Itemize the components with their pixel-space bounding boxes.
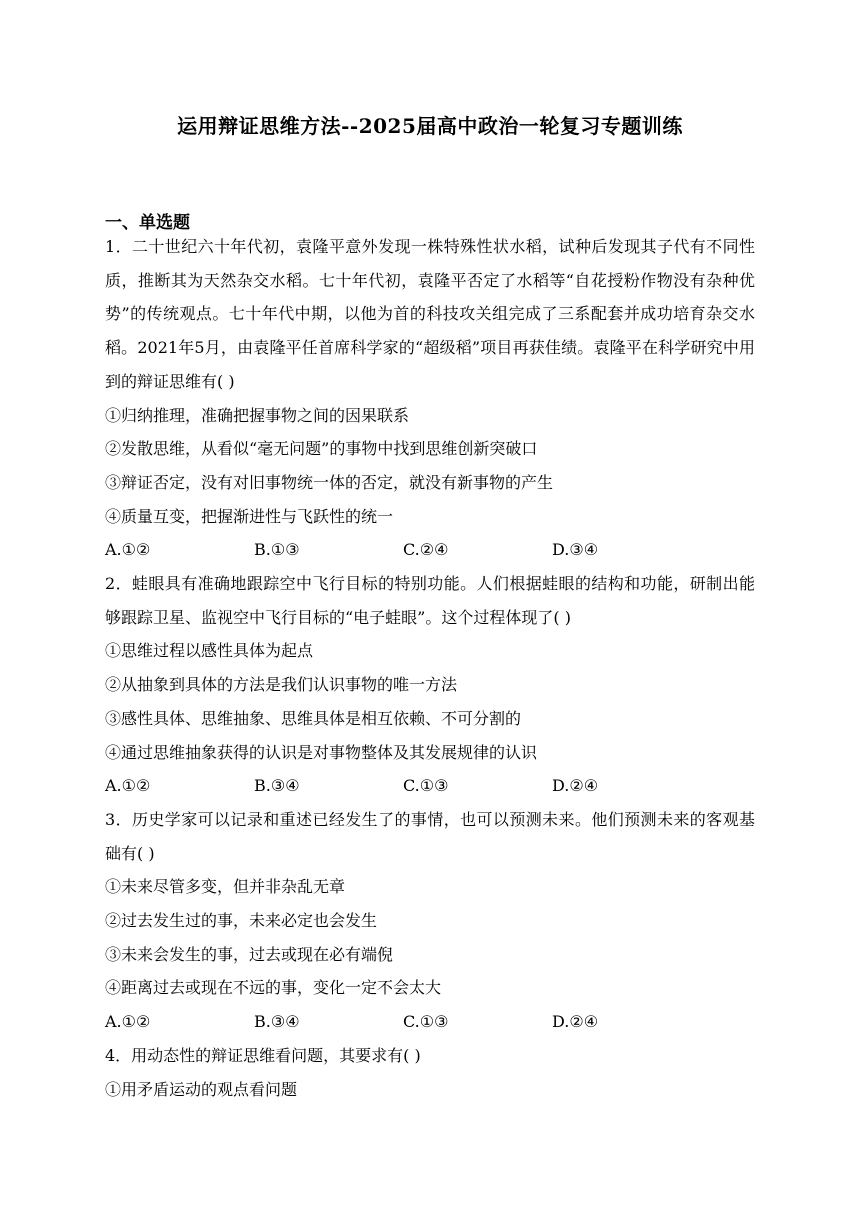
choice-d: D.③④ (552, 540, 599, 560)
answer-choices (105, 533, 755, 567)
statement-option: ①用矛盾运动的观点看问题 (105, 1079, 298, 1099)
statement-option: ③辩证否定，没有对旧事物统一体的否定，就没有新事物的产生 (105, 472, 554, 492)
statement-option: ④通过思维抽象获得的认识是对事物整体及其发展规律的认识 (105, 742, 538, 762)
statement-option: ②过去发生过的事，未来必定也会发生 (105, 911, 378, 931)
choice-d: D.②④ (552, 776, 599, 796)
choice-b: B.①③ (254, 540, 300, 560)
choice-a: A.①② (105, 776, 151, 796)
statement-option: ③感性具体、思维抽象、思维具体是相互依赖、不可分割的 (105, 708, 522, 728)
choice-c: C.①③ (403, 1012, 449, 1032)
statement-option: ②发散思维，从看似“毫无问题”的事物中找到思维创新突破口 (105, 439, 538, 459)
statement-option: ④距离过去或现在不远的事，变化一定不会太大 (105, 978, 442, 998)
choice-d: D.②④ (552, 1012, 599, 1032)
statement-option: ①未来尽管多变，但并非杂乱无章 (105, 877, 346, 897)
choice-a: A.①② (105, 540, 151, 560)
question-1 (105, 230, 755, 567)
statement-option: ②从抽象到具体的方法是我们认识事物的唯一方法 (105, 675, 458, 695)
choice-b: B.③④ (254, 1012, 300, 1032)
choice-b: B.③④ (254, 776, 300, 796)
statement-option: ①归纳推理，准确把握事物之间的因果联系 (105, 405, 410, 425)
question-stem: 3．历史学家可以记录和重述已经发生了的事情，也可以预测未来。他们预测未来的客观基础有( ) (105, 809, 755, 863)
page-title: 运用辩证思维方法--2025届高中政治一轮复习专题训练 (177, 114, 683, 138)
statement-option: ①思维过程以感性具体为起点 (105, 641, 314, 661)
question-stem: 4．用动态性的辩证思维看问题，其要求有( ) (105, 1045, 421, 1065)
question-stem: 2．蛙眼具有准确地跟踪空中飞行目标的特别功能。人们根据蛙眼的结构和功能，研制出能够跟踪卫星、监视空中飞行目标的“电子蛙眼”。这个过程体现了( ) (105, 574, 755, 627)
statement-option: ④质量互变，把握渐进性与飞跃性的统一 (105, 506, 394, 526)
choice-c: C.②④ (403, 540, 449, 560)
choice-a: A.①② (105, 1012, 151, 1032)
question-3 (105, 803, 755, 1039)
question-2 (105, 567, 755, 803)
statement-option: ③未来会发生的事，过去或现在必有端倪 (105, 944, 394, 964)
question-4 (105, 1039, 755, 1106)
answer-choices (105, 769, 755, 803)
answer-choices (105, 1005, 755, 1039)
question-stem: 1．二十世纪六十年代初，袁隆平意外发现一株特殊性状水稻，试种后发现其子代有不同性质，推断其为天然杂交水稻。七十年代初，袁隆平否定了水稻等“自花授粉作物没有杂种优势”的传统观点。七十年代中期，以他为首的科技攻关组完成了三系配套并成功培育杂交水稻。2021年5月，由袁隆平任首席科学家的“超级稻”项目再获佳绩。袁隆平在科学研究中用到的辩证思维有( ) (105, 237, 755, 391)
section-heading: 一、单选题 (105, 213, 190, 233)
question-list (105, 230, 755, 1106)
choice-c: C.①③ (403, 776, 449, 796)
